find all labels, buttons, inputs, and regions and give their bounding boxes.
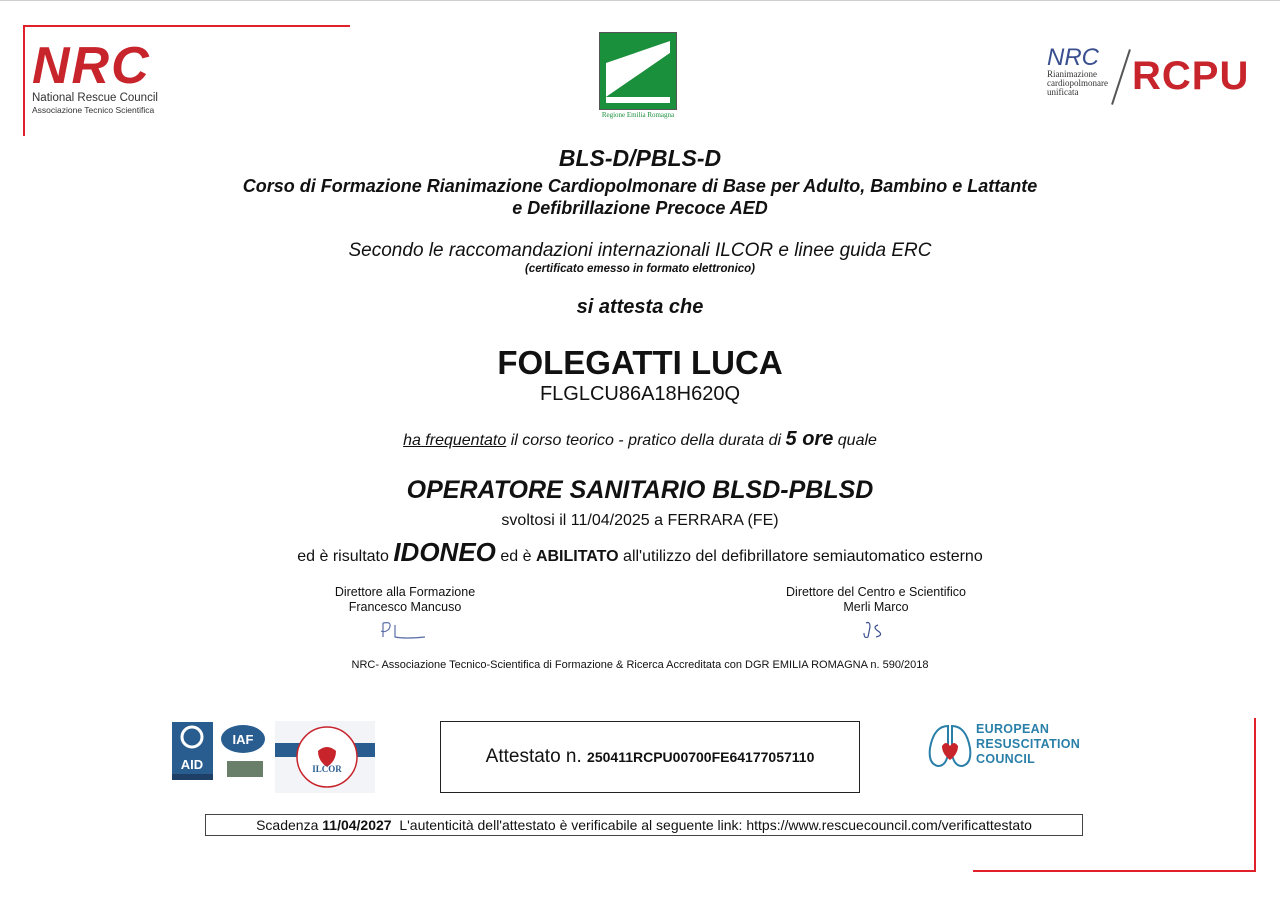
erc-text bbox=[976, 722, 1080, 767]
person-name: FOLEGATTI LUCA bbox=[497, 344, 783, 381]
rcpu-mark: RCPU bbox=[1132, 54, 1250, 98]
nrc-logo-line2: Associazione Tecnico Scientifica bbox=[32, 105, 155, 115]
certificate-label: Attestato n. bbox=[485, 746, 588, 767]
course-title bbox=[0, 175, 1280, 219]
course-title-line2: e Defibrillazione Precoce AED bbox=[512, 198, 768, 218]
attendance-suffix: quale bbox=[833, 432, 877, 449]
result-line bbox=[0, 537, 1280, 568]
ilcor-label: ILCOR bbox=[312, 764, 342, 774]
certificate-number: 250411RCPU00700FE64177057110 bbox=[587, 749, 815, 765]
region-logo bbox=[599, 32, 677, 124]
result-text2: ed è bbox=[495, 548, 536, 565]
rcpu-line2: cardiopolmonare bbox=[1047, 78, 1108, 88]
guidelines-text: Secondo le raccomandazioni internazionali ILCOR e linee guida ERC bbox=[348, 240, 932, 261]
nrc-logo-mark: NRC bbox=[32, 37, 151, 95]
format-note: (certificato emesso in formato elettronico) bbox=[524, 263, 756, 275]
rcpu-line3: unificata bbox=[1047, 87, 1079, 97]
course-title-line1: Corso di Formazione Rianimazione Cardiopolmonare di Base per Adulto, Bambino e Lattante bbox=[242, 176, 1038, 196]
result-text1: ed è risultato bbox=[297, 548, 394, 565]
rcpu-logo bbox=[1047, 46, 1257, 108]
rcpu-nrc-text: NRC bbox=[1047, 44, 1099, 71]
verification-text: L'autenticità dell'attestato è verificabile al seguente link: https://www.rescuecouncil.com/verificattestato bbox=[391, 817, 1032, 833]
attests-text: si attesta che bbox=[576, 296, 704, 318]
frame-corner-bottom-right bbox=[973, 870, 1256, 872]
aid-label: AID bbox=[180, 757, 204, 772]
signature-right-title: Direttore del Centro e Scientifico bbox=[786, 585, 966, 599]
rcpu-line1: Rianimazione bbox=[1047, 69, 1097, 79]
signature-right-scribble bbox=[856, 617, 896, 641]
accreditation-text: NRC- Associazione Tecnico-Scientifica di Formazione & Ricerca Accreditata con DGR EMILIA ROMAGNA n. 590/2018 bbox=[351, 659, 929, 671]
result-abilitato: ABILITATO bbox=[535, 548, 619, 565]
result-text3: all'utilizzo del defibrillatore semiautomatico esterno bbox=[618, 548, 983, 565]
expiry-verification-box bbox=[205, 814, 1083, 836]
role-title: OPERATORE SANITARIO BLSD-PBLSD bbox=[406, 476, 874, 504]
region-emblem-icon bbox=[599, 32, 677, 110]
signature-block-left bbox=[305, 585, 505, 641]
frame-corner-top-left bbox=[23, 25, 350, 27]
erc-lungs-icon bbox=[926, 720, 974, 770]
frame-corner-bottom-right-vertical bbox=[1254, 718, 1256, 872]
erc-line3: COUNCIL bbox=[976, 752, 1036, 766]
signature-left-scribble bbox=[375, 617, 435, 641]
attendance-text: il corso teorico - pratico della durata di bbox=[506, 432, 786, 449]
expiry-prefix: Scadenza bbox=[256, 817, 323, 833]
certificate-number-line bbox=[441, 746, 859, 768]
iaf-label: IAF bbox=[232, 732, 254, 747]
signature-left-name: Francesco Mancuso bbox=[348, 600, 462, 614]
attendance-underlined: ha frequentato bbox=[403, 432, 507, 449]
held-date-place: svoltosi il 11/04/2025 a FERRARA (FE) bbox=[501, 512, 779, 529]
erc-line2: RESUSCITATION bbox=[976, 737, 1081, 751]
erc-logo bbox=[926, 720, 1086, 770]
certification-logos bbox=[171, 721, 376, 793]
signature-block-right bbox=[760, 585, 992, 641]
expiry-date: 11/04/2027 bbox=[322, 817, 392, 833]
nrc-logo-line1: National Rescue Council bbox=[32, 92, 158, 104]
frame-corner-top-left-vertical bbox=[23, 25, 25, 136]
top-divider bbox=[0, 0, 1280, 1]
erc-line1: EUROPEAN bbox=[976, 722, 1050, 736]
signature-left-title: Direttore alla Formazione bbox=[334, 585, 476, 599]
result-idoneo: IDONEO bbox=[393, 537, 496, 567]
ilcor-icon bbox=[275, 721, 375, 793]
fiscal-code: FLGLCU86A18H620Q bbox=[539, 383, 741, 405]
attendance-hours: 5 ore bbox=[785, 428, 834, 450]
course-code: BLS-D/PBLS-D bbox=[558, 145, 722, 171]
signature-right-name: Merli Marco bbox=[843, 600, 909, 614]
region-caption: Regione Emilia Romagna bbox=[601, 111, 675, 119]
certificate-number-box bbox=[440, 721, 860, 793]
nrc-logo bbox=[32, 37, 172, 120]
attendance-line bbox=[0, 428, 1280, 451]
